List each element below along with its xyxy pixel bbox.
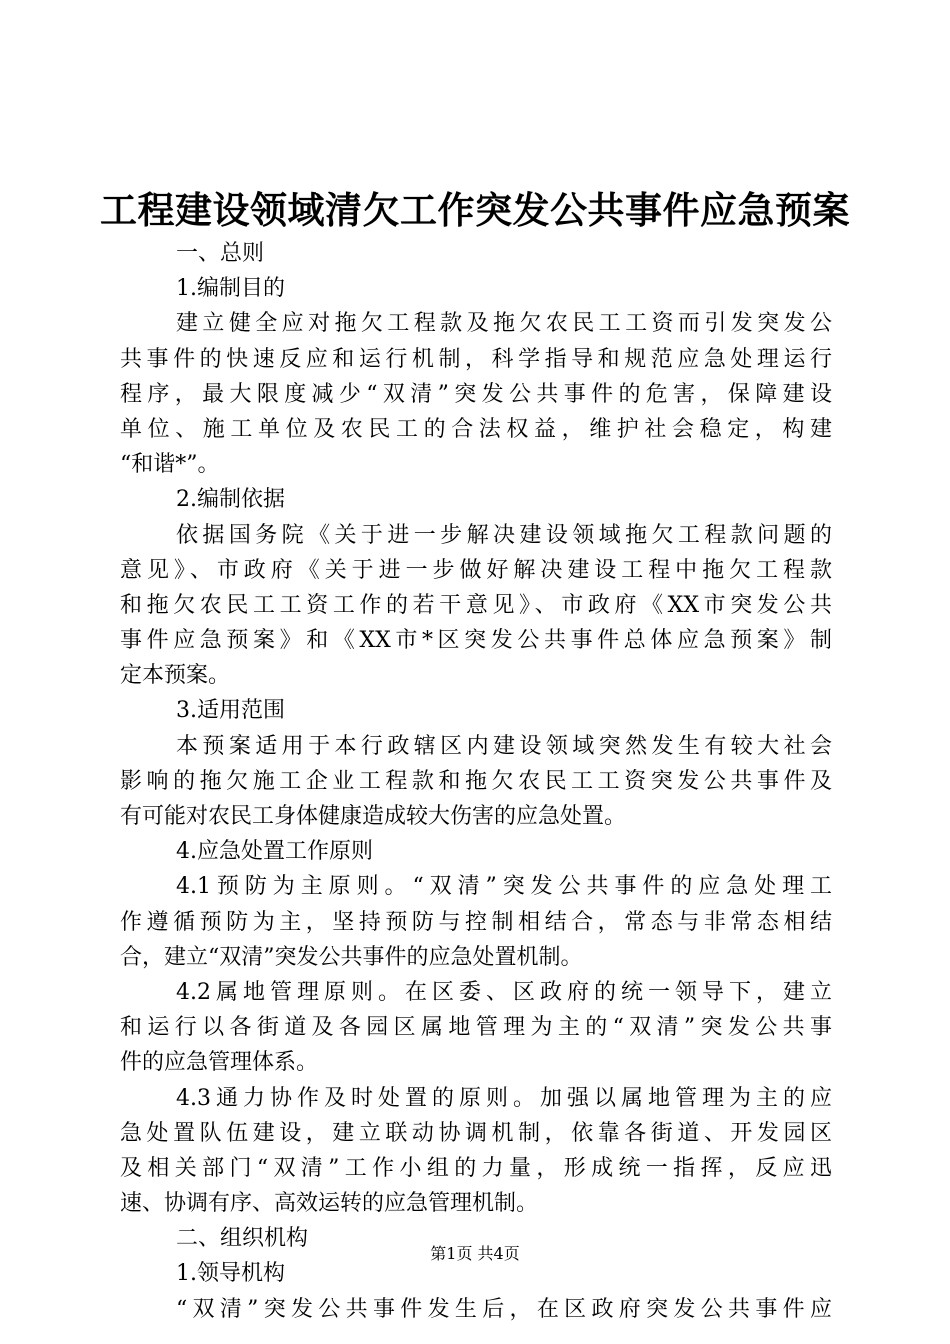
paragraph-line: 件的应急管理体系。: [120, 1050, 319, 1076]
paragraph-line: 建立健全应对拖欠工程款及拖欠农民工工资而引发突发公: [176, 311, 832, 337]
paragraph-line: 影响的拖欠施工企业工程款和拖欠农民工工资突发公共事件及: [120, 768, 832, 794]
paragraph-line: 作遵循预防为主，坚持预防与控制相结合，常态与非常态相结: [120, 909, 832, 935]
paragraph-line: 定本预案。: [120, 663, 231, 689]
paragraph-line: 2.编制依据: [176, 487, 285, 513]
paragraph-line: 3.适用范围: [176, 698, 285, 724]
paragraph-line: 事件应急预案》和《XX市*区突发公共事件总体应急预案》制: [120, 628, 832, 654]
paragraph-line: 依据国务院《关于进一步解决建设领域拖欠工程款问题的: [176, 522, 832, 548]
paragraph-line: 二、组织机构: [176, 1226, 309, 1252]
paragraph-line: 4.应急处置工作原则: [176, 839, 373, 865]
paragraph-line: 速、协调有序、高效运转的应急管理机制。: [120, 1191, 539, 1217]
paragraph-line: 4.2属地管理原则。在区委、区政府的统一领导下，建立: [176, 979, 832, 1005]
paragraph-line: 程序，最大限度减少“双清”突发公共事件的危害，保障建设: [120, 381, 832, 407]
paragraph-line: “和谐*”。: [120, 452, 220, 478]
paragraph-line: 本预案适用于本行政辖区内建设领域突然发生有较大社会: [176, 733, 832, 759]
paragraph-line: 和运行以各街道及各园区属地管理为主的“双清”突发公共事: [120, 1015, 832, 1041]
paragraph-line: 共事件的快速反应和运行机制，科学指导和规范应急处理运行: [120, 346, 832, 372]
paragraph-line: 有可能对农民工身体健康造成较大伤害的应急处置。: [120, 804, 627, 829]
paragraph-line: 一、总则: [176, 241, 265, 266]
paragraph-line: 和拖欠农民工工资工作的若干意见》、市政府《XX市突发公共: [120, 592, 832, 618]
paragraph-line: “双清”突发公共事件发生后，在区政府突发公共事件应: [176, 1296, 832, 1322]
paragraph-line: 急处置队伍建设，建立联动协调机制，依靠各街道、开发园区: [120, 1120, 832, 1146]
paragraph-line: 意见》、市政府《关于进一步做好解决建设工程中拖欠工程款: [120, 557, 832, 583]
paragraph-line: 及相关部门“双清”工作小组的力量，形成统一指挥，反应迅: [120, 1155, 832, 1181]
paragraph-line: 单位、施工单位及农民工的合法权益，维护社会稳定，构建: [120, 416, 832, 442]
paragraph-line: 合，建立“双清”突发公共事件的应急处置机制。: [120, 944, 583, 970]
paragraph-line: 1.编制目的: [176, 276, 285, 302]
paragraph-line: 1.领导机构: [176, 1261, 285, 1287]
paragraph-line: 4.3通力协作及时处置的原则。加强以属地管理为主的应: [176, 1085, 832, 1111]
page-footer: 第1页 共4页: [430, 1244, 520, 1263]
page-title: 工程建设领域清欠工作突发公共事件应急预案: [100, 188, 850, 232]
paragraph-line: 4.1预防为主原则。“双清”突发公共事件的应急处理工: [176, 874, 832, 900]
document-body: [120, 236, 832, 1327]
